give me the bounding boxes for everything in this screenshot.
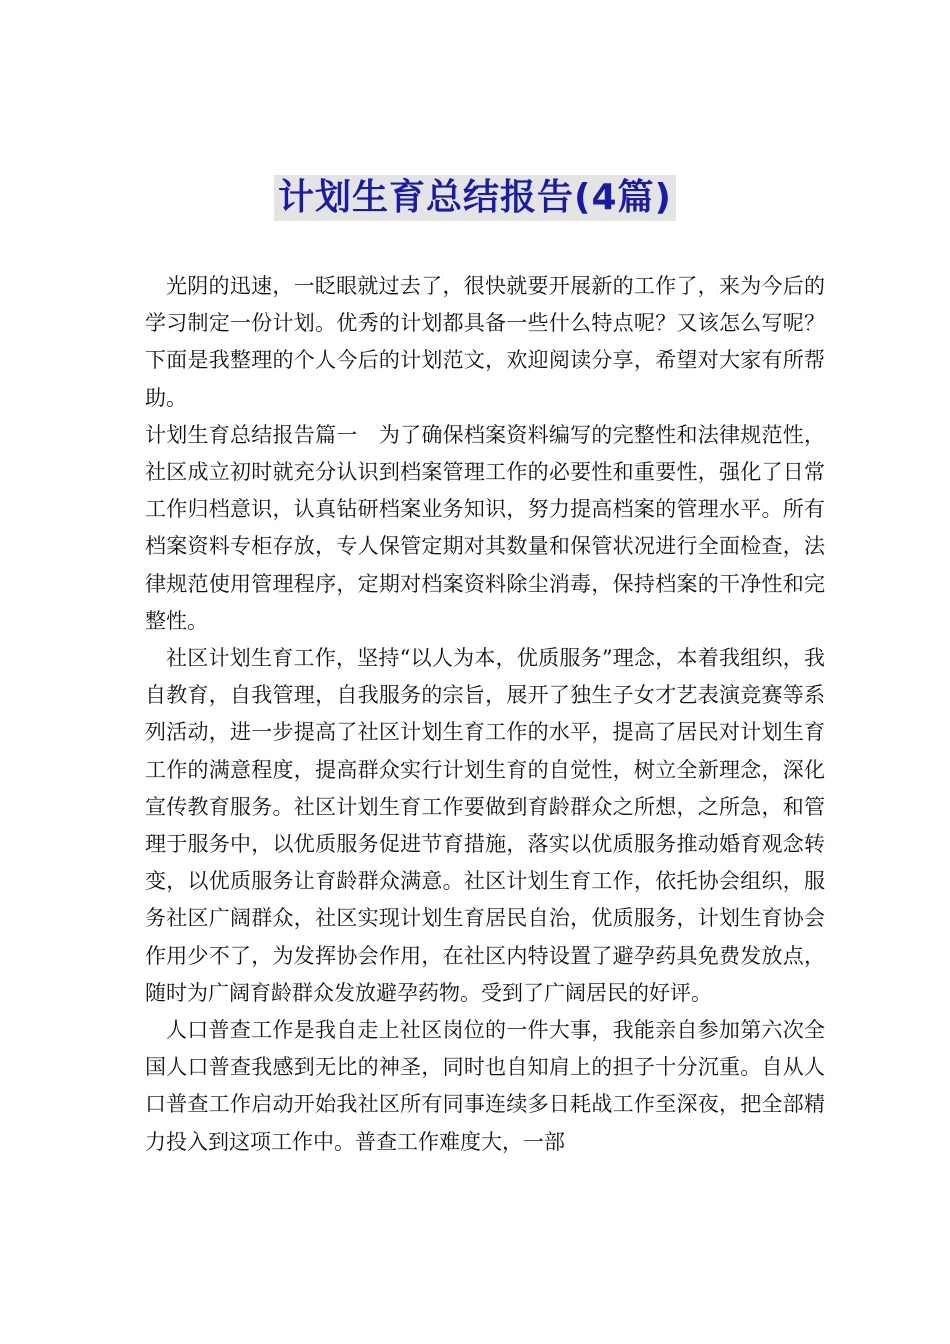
document-body [145,268,825,1161]
title-container [0,175,950,221]
paragraph-census: 人口普查工作是我自走上社区岗位的一件大事，我能亲自参加第六次全国人口普查我感到无比的神圣，同时也自知肩上的担子十分沉重。自从人口普查工作启动开始我社区所有同事连续多日耗战工作至深夜，把全部精力投入到这项工作中。普查工作难度大，一部 [145,1018,825,1154]
paragraph-section-one: 计划生育总结报告篇一 为了确保档案资料编写的完整性和法律规范性，社区成立初时就充分认识到档案管理工作的必要性和重要性，强化了日常工作归档意识，认真钻研档案业务知识，努力提高档案的管理水平。所有档案资料专柜存放，专人保管定期对其数量和保管状况进行全面检查，法律规范使用管理程序，定期对档案资料除尘消毒，保持档案的干净性和完整性。 [145,422,825,633]
document-title: 计划生育总结报告(4篇) [274,175,676,221]
paragraph-family-planning: 社区计划生育工作，坚持“以人为本，优质服务”理念，本着我组织，我自教育，自我管理，自我服务的宗旨，展开了独生子女才艺表演竞赛等系列活动，进一步提高了社区计划生育工作的水平，提高了居民对计划生育工作的满意程度，提高群众实行计划生育的自觉性，树立全新理念，深化宣传教育服务。社区计划生育工作要做到育龄群众之所想，之所急，和管理于服务中，以优质服务促进节育措施，落实以优质服务推动婚育观念转变，以优质服务让育龄群众满意。社区计划生育工作，依托协会组织，服务社区广阔群众，社区实现计划生育居民自治，优质服务，计划生育协会作用少不了，为发挥协会作用，在社区内特设置了避孕药具免费发放点，随时为广阔育龄群众发放避孕药物。受到了广阔居民的好评。 [145,646,825,1005]
paragraph-intro: 光阴的迅速，一眨眼就过去了，很快就要开展新的工作了，来为今后的学习制定一份计划。优秀的计划都具备一些什么特点呢？又该怎么写呢？下面是我整理的个人今后的计划范文，欢迎阅读分享，希望对大家有所帮助。 [145,274,825,410]
